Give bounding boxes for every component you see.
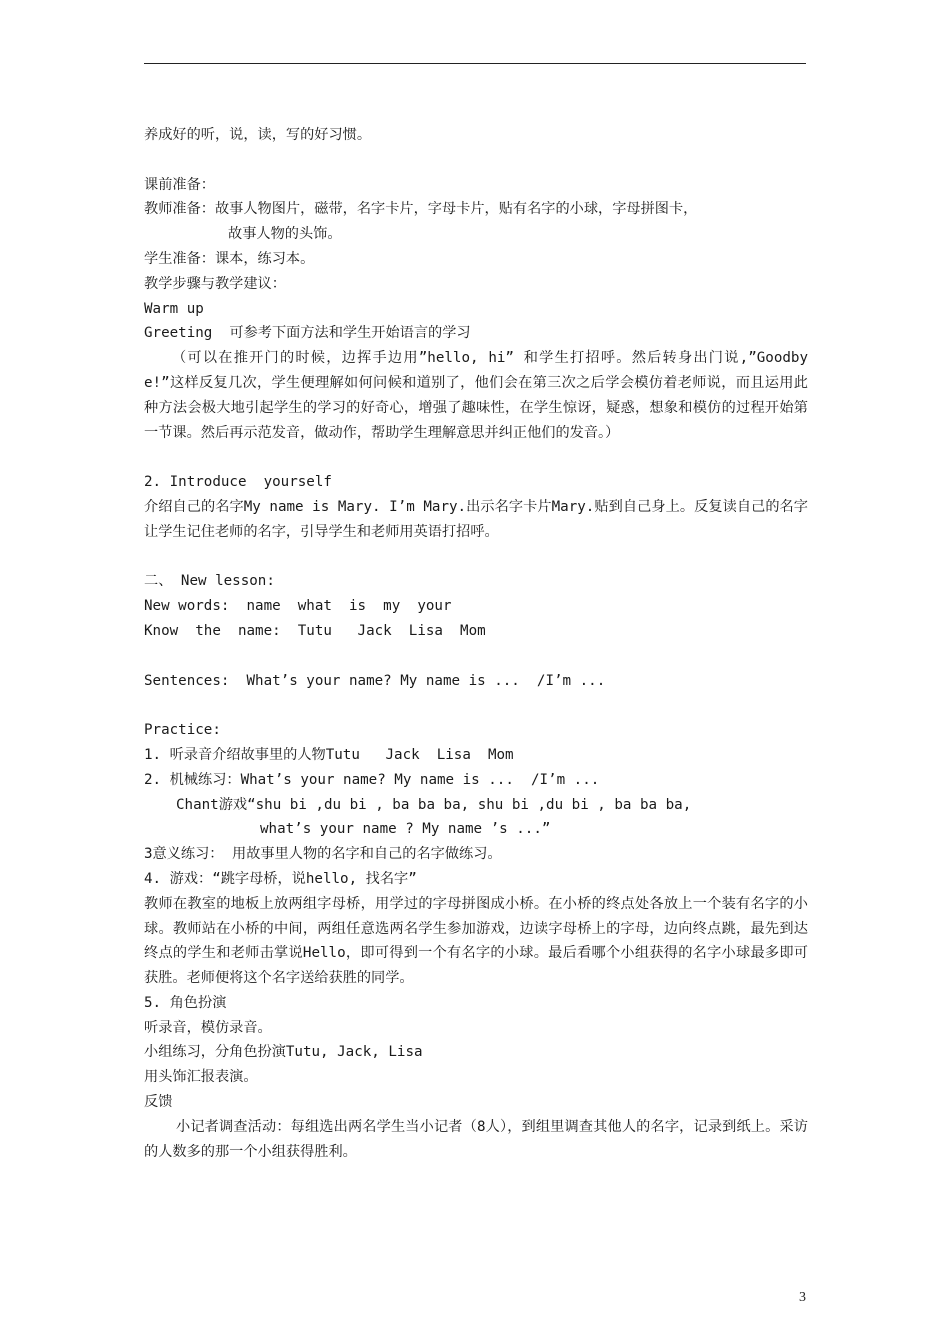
greeting-heading: Greeting 可参考下面方法和学生开始语言的学习 (144, 325, 471, 342)
game-paragraph: 教师在教室的地板上放两组字母桥，用学过的字母拼图成小桥。在小桥的终点处各放上一个装有名字的小球。教师站在小桥的中间，两组任意选两名学生参加游戏，边读字母桥上的字母，边向终点跳，最先到达终点的学生和老师击掌说Hello，即可得到一个有名字的小球。最后看哪个小组获得的名字小球最多即可获胜。老师便将这个名字送给获胜的同学。 (144, 895, 808, 987)
group-practice-line: 小组练习，分角色扮演Tutu, Jack, Lisa (144, 1044, 423, 1061)
sentences-line: Sentences: What’s your name? My name is ... /I’m ... (144, 672, 606, 689)
know-name-line: Know the name: Tutu Jack Lisa Mom (144, 622, 486, 639)
prep-title: 课前准备： (144, 176, 215, 193)
new-lesson-heading: 二、 New lesson: (144, 573, 275, 590)
practice-item-4: 4. 游戏：“跳字母桥，说hello, 找名字” (144, 870, 417, 887)
practice-item-5: 5. 角色扮演 (144, 994, 227, 1011)
practice-item-3: 3意义练习： 用故事里人物的名字和自己的名字做练习。 (144, 846, 502, 863)
listen-line: 听录音，模仿录音。 (144, 1019, 272, 1036)
steps-title: 教学步骤与教学建议： (144, 275, 286, 292)
practice-item-2: 2. 机械练习：What’s your name? My name is ... /I’m ... (144, 771, 600, 788)
chant-line-2: what’s your name ? My name ’s ...” (260, 821, 551, 838)
blank-line (144, 445, 808, 470)
blank-line (144, 644, 808, 669)
practice-item-1: 1. 听录音介绍故事里的人物Tutu Jack Lisa Mom (144, 746, 514, 763)
page-body (144, 123, 808, 1164)
blank-line (144, 693, 808, 718)
habits-line: 养成好的听，说，读，写的好习惯。 (144, 127, 372, 143)
feedback-heading: 反馈 (144, 1094, 173, 1111)
teacher-prep-line-1: 教师准备：故事人物图片，磁带，名字卡片，字母卡片，贴有名字的小球，字母拼图卡， (144, 201, 698, 218)
perform-line: 用头饰汇报表演。 (144, 1069, 258, 1086)
blank-line (144, 545, 808, 570)
reporter-paragraph: 小记者调查活动：每组选出两名学生当小记者（8人），到组里调查其他人的名字，记录到纸上。采访的人数多的那一个小组获得胜利。 (144, 1118, 808, 1160)
blank-line (144, 148, 808, 173)
introduce-paragraph: 介绍自己的名字My name is Mary. I’m Mary.出示名字卡片Mary.贴到自己身上。反复读自己的名字让学生记住老师的名字，引导学生和老师用英语打招呼。 (144, 498, 808, 540)
practice-heading: Practice: (144, 722, 221, 739)
new-words-line: New words: name what is my your (144, 598, 452, 615)
warm-up-heading: Warm up (144, 300, 204, 317)
teacher-prep-line-2: 故事人物的头饰。 (228, 226, 342, 243)
chant-line-1: Chant游戏“shu bi ,du bi , ba ba ba, shu bi ,du bi , ba ba ba, (176, 796, 692, 813)
greeting-paragraph: （可以在推开门的时候，边挥手边用”hello, hi” 和学生打招呼。然后转身出门说,”Goodbye!”这样反复几次，学生便理解如何问候和道别了，他们会在第三次之后学会模仿着老师说，而且运用此种方法会极大地引起学生的学习的好奇心，增强了趣味性，在学生惊讶，疑惑，想象和模仿的过程开始第一节课。然后再示范发音，做动作，帮助学生理解意思并纠正他们的发音。） (144, 350, 808, 441)
header-rule (144, 63, 806, 64)
introduce-heading: 2. Introduce yourself (144, 474, 332, 491)
student-prep-line: 学生准备：课本，练习本。 (144, 250, 315, 267)
page-number: 3 (799, 1290, 806, 1305)
